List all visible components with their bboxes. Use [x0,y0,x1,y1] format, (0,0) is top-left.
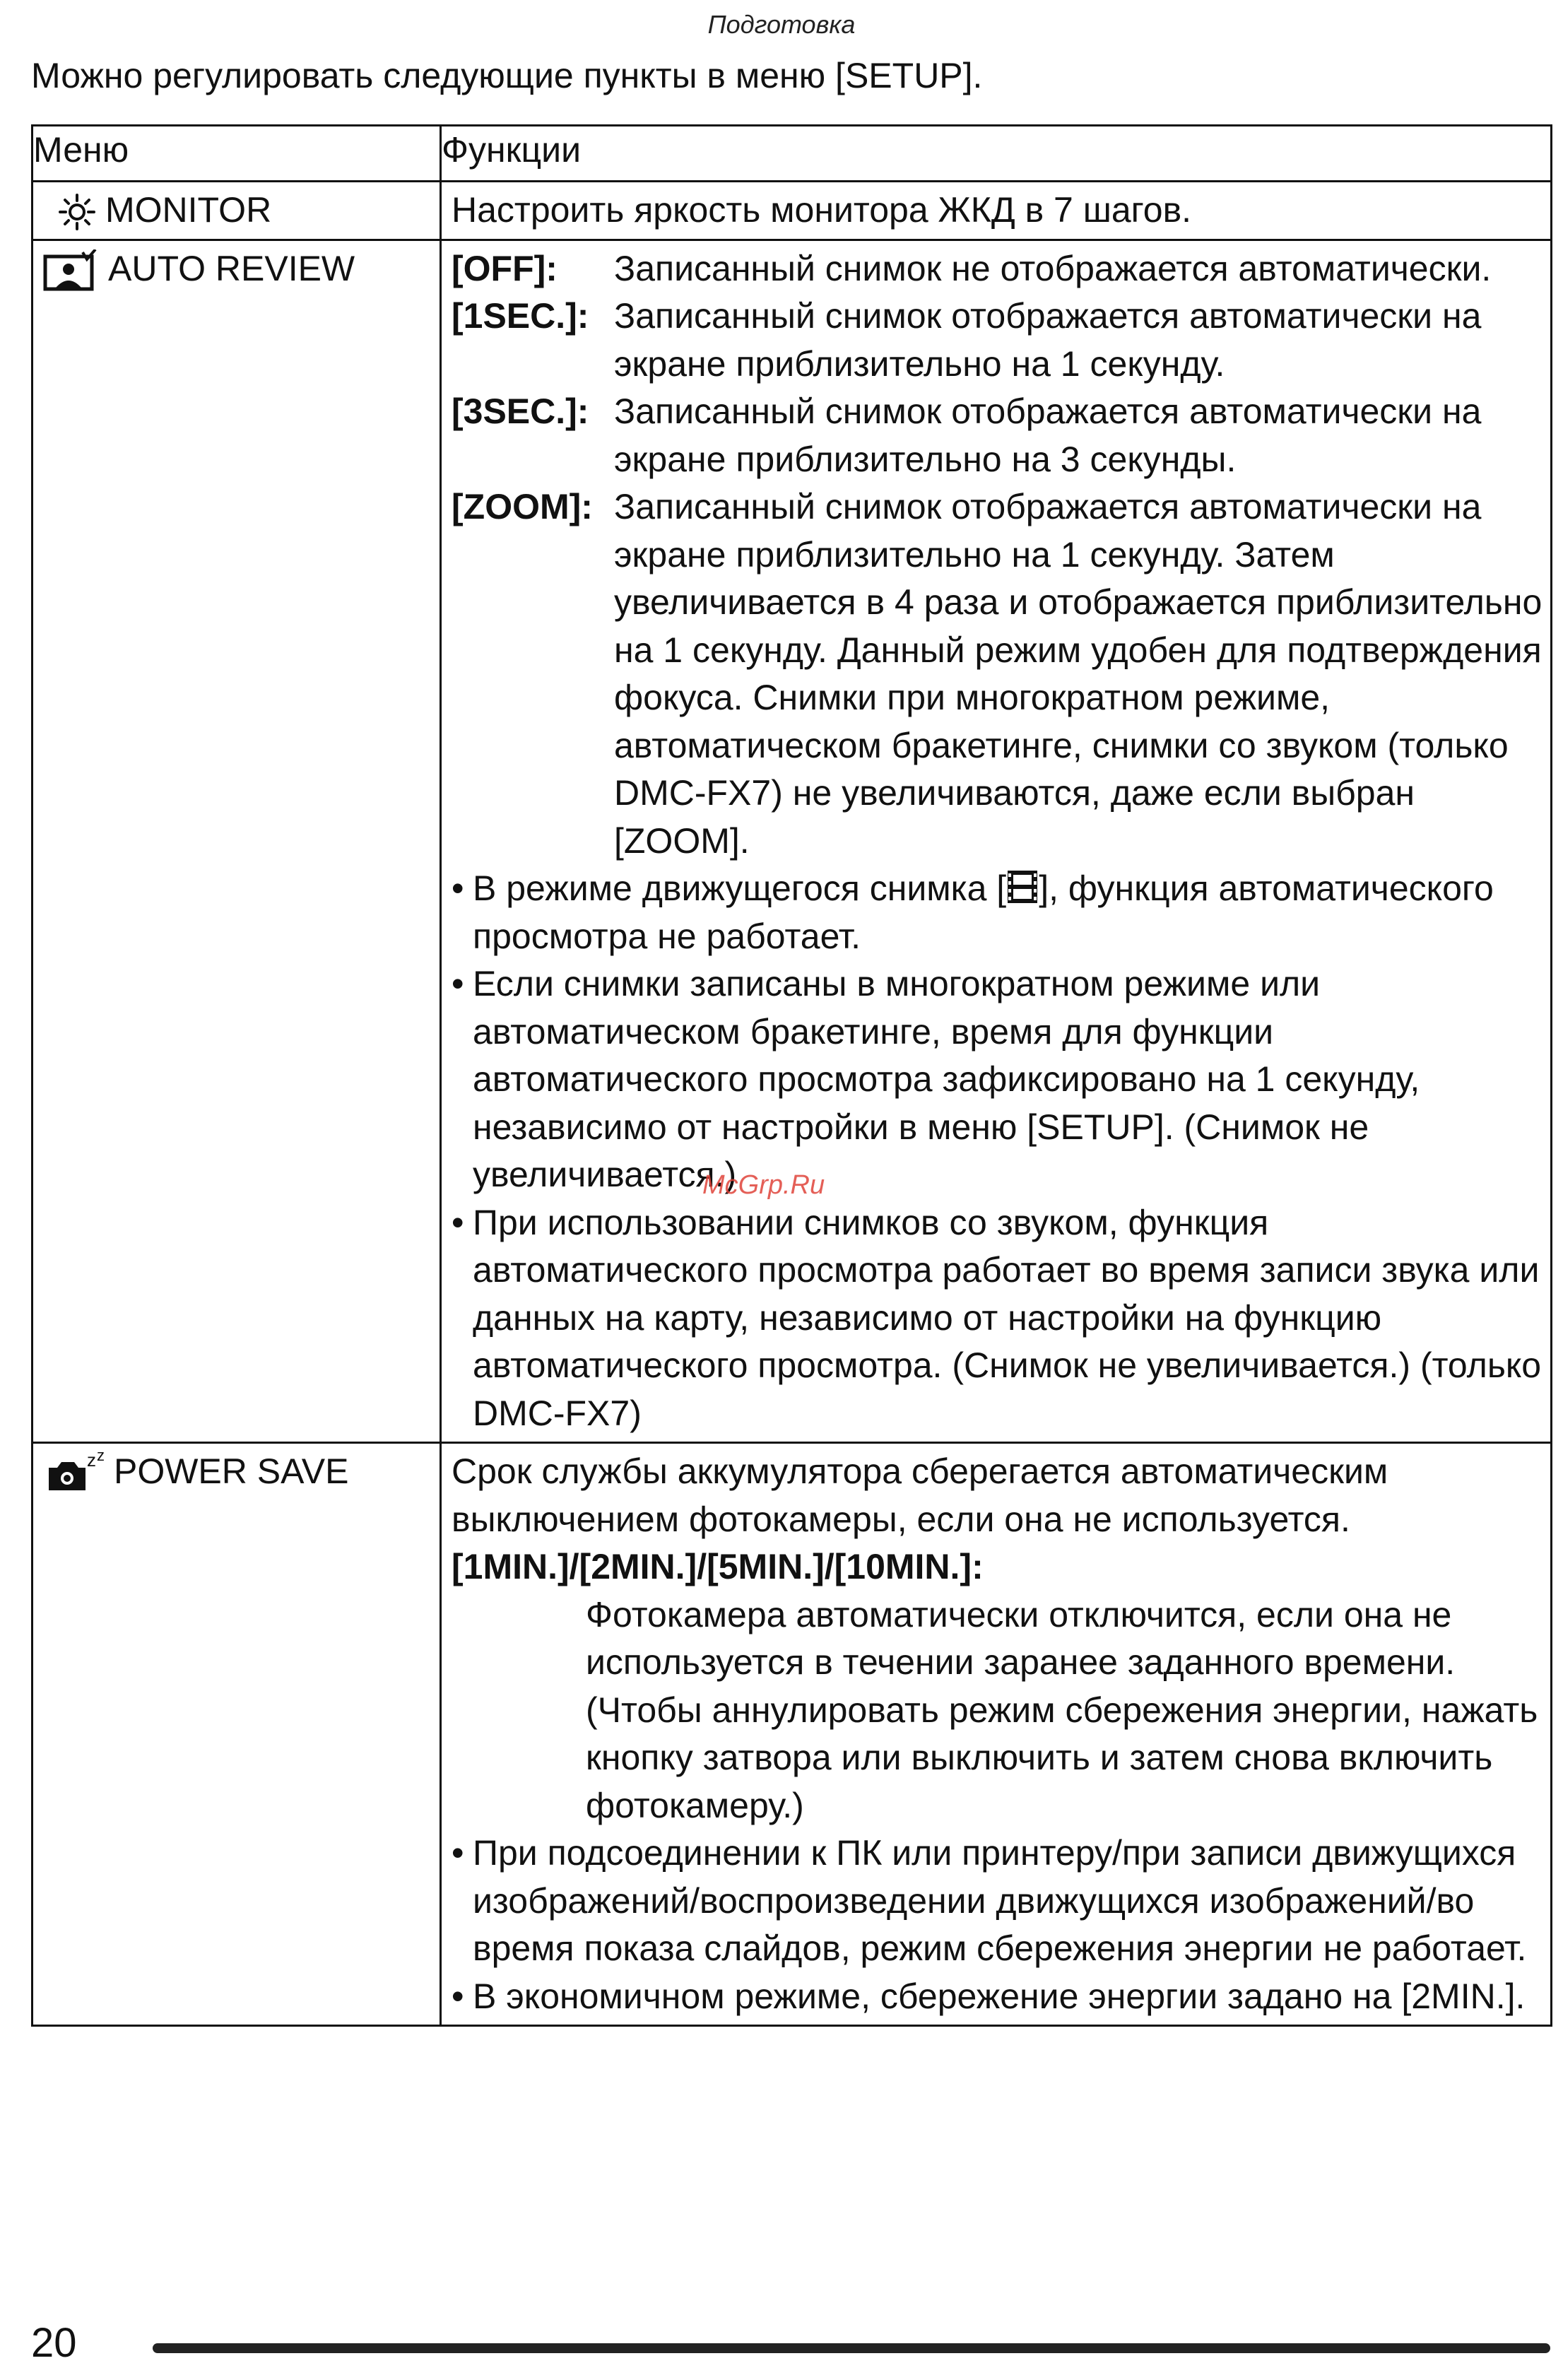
menu-label-auto-review: AUTO REVIEW [108,248,355,288]
option-description: Записанный снимок отображается автоматически на экране приблизительно на 1 секунду. Затем увеличивается в 4 раза и отображается приблизительно на 1 секунду. Данный режим удобен для подтверждения фокуса. Снимки при многократном режиме, автоматическом бракетинге, снимки со звуком (только DMC-FX7) не увеличиваются, даже если выбран [ZOOM]. [614,487,1543,861]
footer-bar [153,2343,1550,2353]
watermark: McGrp.Ru [702,1170,825,1200]
option-3sec [452,388,1543,483]
menu-label-power-save: POWER SAVE [114,1451,349,1491]
motion-picture-icon [1006,869,1039,905]
option-key: [1SEC.]: [452,296,589,336]
note-text: В экономичном режиме, сбережение энергии задано на [2MIN.]. [473,1976,1526,2016]
bullet-icon: • [452,1976,464,2016]
note-text: При подсоединении к ПК или принтеру/при записи движущихся изображений/воспроизведении движущихся изображений/во время показа слайдов, режим сбережения энергии не работает. [473,1833,1527,1968]
power-save-intro: Срок службы аккумулятора сберегается автоматическим выключением фотокамеры, если она не используется. [452,1451,1388,1539]
function-cell-auto-review [441,240,1552,1443]
intro-text: Можно регулировать следующие пункты в меню [SETUP]. [31,56,983,95]
note-burst-bracketing [452,960,1543,1199]
svg-text:z: z [87,1451,96,1471]
column-header-functions: Функции [441,126,1552,182]
option-key: [ZOOM]: [452,487,593,526]
option-zoom [452,483,1543,865]
note-motion-picture [452,865,1543,960]
note-economy-mode [452,1973,1543,2021]
power-save-options-note: (Чтобы аннулировать режим сбережения энергии, нажать кнопку затвора или выключить и затем снова включить фотокамеру.) [586,1690,1538,1825]
note-audio [452,1199,1543,1438]
note-pc-printer [452,1830,1543,1973]
option-key: [OFF]: [452,248,558,288]
column-header-menu: Меню [33,126,441,182]
table-header-row [33,126,1552,182]
auto-review-icon [43,249,98,292]
brightness-icon [59,194,95,230]
note-text-pre: В режиме движущегося снимка [ [473,868,1007,908]
svg-text:z: z [97,1451,105,1464]
power-save-options-key: [1MIN.]/[2MIN.]/[5MIN.]/[10MIN.]: [452,1547,984,1586]
option-off [452,245,1543,293]
bullet-icon: • [452,1833,464,1873]
bullet-icon: • [452,1202,464,1242]
function-cell-power-save [441,1443,1552,2026]
option-description: Записанный снимок не отображается автоматически. [614,248,1492,288]
option-description: Записанный снимок отображается автоматически на экране приблизительно на 3 секунды. [614,391,1482,479]
option-1sec [452,293,1543,388]
menu-cell-monitor [33,182,441,240]
menu-cell-auto-review [33,240,441,1443]
menu-cell-power-save [33,1443,441,2026]
page-number: 20 [31,2320,77,2366]
table-row-auto-review [33,240,1552,1443]
menu-label-monitor: MONITOR [105,190,272,230]
power-save-options-desc: Фотокамера автоматически отключится, если она не используется в течении заранее заданного времени. [586,1594,1456,1682]
power-save-icon [43,1451,108,1493]
note-text: При использовании снимков со звуком, функция автоматического просмотра работает во время записи звука или данных на карту, независимо от настройки на функцию автоматического просмотра. (Снимок не увеличивается.) (только DMC-FX7) [473,1202,1542,1433]
note-text-post: ], функция автоматического просмотра не работает. [473,868,1494,956]
table-row-power-save [33,1443,1552,2026]
monitor-description: Настроить яркость монитора ЖКД в 7 шагов. [452,190,1192,230]
function-cell-monitor [441,182,1552,240]
note-text: Если снимки записаны в многократном режиме или автоматическом бракетинге, время для функции автоматического просмотра зафиксировано на 1 секунду, независимо от настройки в меню [SETUP]. (Снимок не увеличивается.) [473,964,1420,1194]
bullet-icon: • [452,964,464,1003]
page-header: Подготовка [707,10,856,39]
setup-menu-table [31,124,1552,2027]
option-key: [3SEC.]: [452,391,589,431]
bullet-icon: • [452,868,464,908]
option-description: Записанный снимок отображается автоматически на экране приблизительно на 1 секунду. [614,296,1482,384]
table-row-monitor [33,182,1552,240]
